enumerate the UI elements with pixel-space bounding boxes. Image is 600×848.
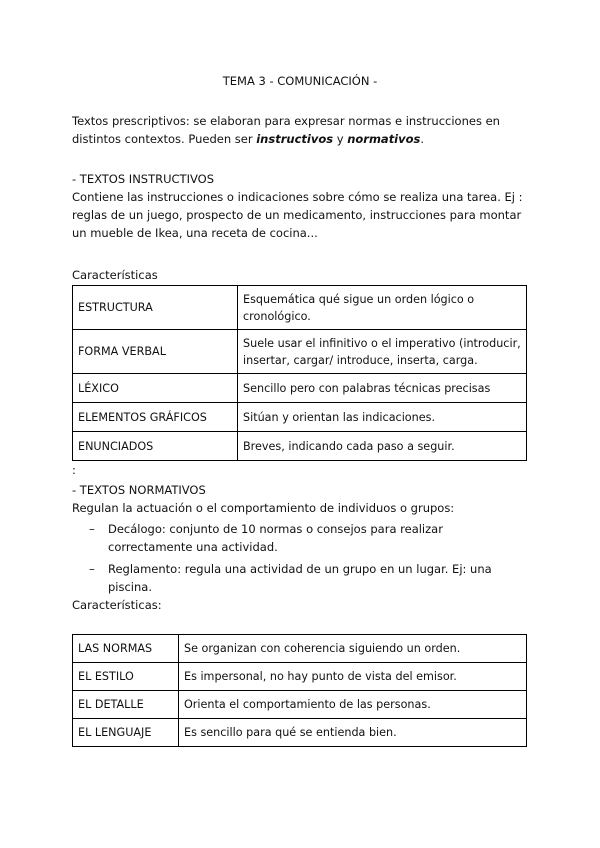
table-row — [73, 719, 527, 747]
row-key: ENUNCIADOS — [73, 432, 238, 461]
list-item-text: Reglamento: regula una actividad de un grupo en un lugar. Ej: una piscina. — [108, 562, 492, 594]
table-row — [73, 374, 527, 403]
row-key: EL ESTILO — [73, 663, 179, 691]
list-item — [72, 560, 528, 596]
row-value: Sitúan y orientan las indicaciones. — [238, 403, 527, 432]
normativos-list — [72, 520, 528, 600]
row-key: EL LENGUAJE — [73, 719, 179, 747]
after-table-mark: : — [72, 463, 76, 477]
row-value: Esquemática qué sigue un orden lógico o cronológico. — [238, 286, 527, 330]
table-row — [73, 691, 527, 719]
row-key: ESTRUCTURA — [73, 286, 238, 330]
table-row — [73, 663, 527, 691]
bullet-dash: – — [89, 522, 95, 536]
row-key: LAS NORMAS — [73, 635, 179, 663]
bullet-dash: – — [89, 562, 95, 576]
instructivos-paragraph: Contiene las instrucciones o indicaciones sobre cómo se realiza una tarea. Ej : reglas de un juego, prospecto de un medicamento, instrucciones para montar un mueble de Ikea, una receta de cocina... — [72, 190, 523, 240]
row-value: Es sencillo para qué se entienda bien. — [179, 719, 527, 747]
table-row — [73, 330, 527, 374]
row-value: Orienta el comportamiento de las personas. — [179, 691, 527, 719]
intro-paragraph — [72, 112, 528, 148]
row-value: Sencillo pero con palabras técnicas precisas — [238, 374, 527, 403]
row-value: Suele usar el infinitivo o el imperativo (introducir, insertar, cargar/ introduce, inserta, carga. — [238, 330, 527, 374]
section-heading-normativos: - TEXTOS NORMATIVOS — [72, 483, 206, 497]
intro-conjunction: y — [333, 132, 348, 146]
table-instructivos — [72, 285, 527, 461]
row-value: Se organizan con coherencia siguiendo un orden. — [179, 635, 527, 663]
page-title: TEMA 3 - COMUNICACIÓN - — [222, 74, 378, 88]
table-row — [73, 286, 527, 330]
table-row — [73, 635, 527, 663]
section-heading-instructivos: - TEXTOS INSTRUCTIVOS — [72, 172, 214, 186]
row-key: ELEMENTOS GRÁFICOS — [73, 403, 238, 432]
row-key: EL DETALLE — [73, 691, 179, 719]
term-normativos: normativos — [347, 132, 421, 146]
table-row — [73, 432, 527, 461]
row-key: FORMA VERBAL — [73, 330, 238, 374]
list-item-text: Decálogo: conjunto de 10 normas o consejos para realizar correctamente una actividad. — [108, 522, 443, 554]
table-row — [73, 403, 527, 432]
intro-text: Textos prescriptivos: se elaboran para expresar normas e instrucciones en distintos contextos. Pueden ser — [72, 114, 500, 146]
row-value: Breves, indicando cada paso a seguir. — [238, 432, 527, 461]
normativos-paragraph: Regulan la actuación o el comportamiento de individuos o grupos: — [72, 501, 455, 515]
term-instructivos: instructivos — [256, 132, 334, 146]
row-value: Es impersonal, no hay punto de vista del emisor. — [179, 663, 527, 691]
table-normativos — [72, 634, 527, 747]
caption-normativos: Características: — [72, 598, 162, 612]
caption-instructivos: Características — [72, 268, 158, 282]
intro-period: . — [420, 132, 425, 146]
list-item — [72, 520, 528, 556]
row-key: LÉXICO — [73, 374, 238, 403]
